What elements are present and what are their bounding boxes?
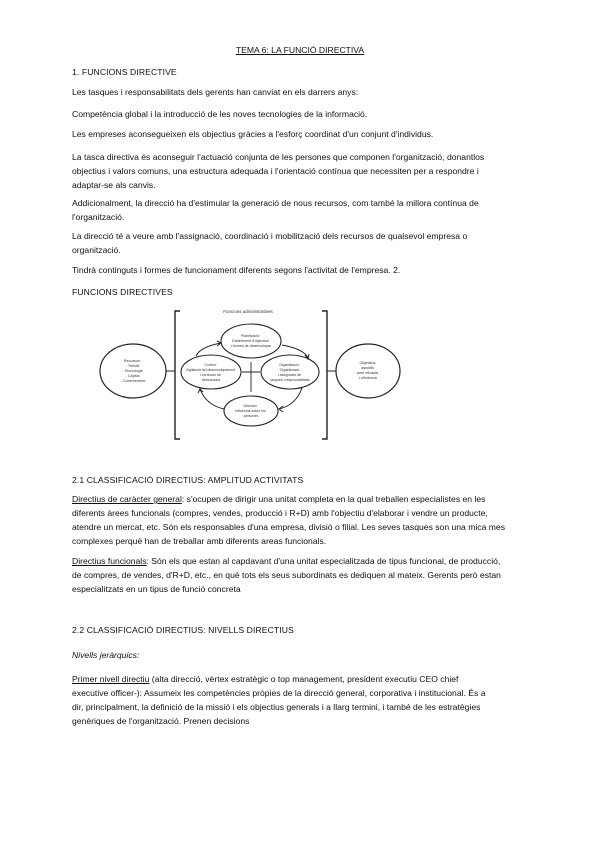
hierarchy-subheading: Nivells jeràrquics: <box>72 650 140 660</box>
paragraph-8-line-1 <box>72 493 528 506</box>
term-first-level: Primer nivell directiu <box>72 674 150 684</box>
paragraph-9-line-1 <box>72 555 528 568</box>
functions-diagram <box>96 305 410 445</box>
paragraph-8-line-3: atendre un mercat, etc. Són els responsables d'una empresa, divisió o filial. Les seves tasques son una mica mes <box>72 522 505 532</box>
paragraph-10-line-1 <box>72 673 528 686</box>
paragraph-7: Tindrà continguts i formes de funcionament diferents segons l'activitat de l'empresa. 2. <box>72 265 401 275</box>
resources-line: Recursos: <box>123 359 142 363</box>
paragraph-8-line-2: diferents àrees funcionals (compres, vendes, producció i R+D) amb l'objectiu d'elaborar i vendre un producte, <box>72 508 488 518</box>
organization-node <box>261 355 319 389</box>
objectives-line: Objectius <box>359 361 376 365</box>
paragraph-4-line-1: La tasca directiva és aconseguir l'actuació conjunta de les persones que componen l'organització, donantlos <box>72 152 485 162</box>
resources-text <box>121 359 147 383</box>
paragraph-8-line-1-text: : s'ocupen de dirigir una unitat completa en la qual treballen especialistes en les <box>181 494 486 504</box>
paragraph-6-line-1: La direcció té a veure amb l'assignació, coordinació i mobilització dels recursos de qualsevol empresa o <box>72 231 468 241</box>
arrow-direction-control <box>200 389 224 409</box>
objectives-line: amb eficàcia <box>356 371 379 375</box>
direction-line: persones <box>243 414 259 418</box>
section-2-heading: FUNCIONS DIRECTIVES <box>72 287 173 297</box>
paragraph-8-line-4: complexes perquè han de treballar amb diferents areas funcionals. <box>72 536 327 546</box>
control-line: Control: <box>204 363 217 367</box>
left-bracket <box>175 311 180 439</box>
organization-line: i assignació de <box>277 373 302 377</box>
paragraph-6-line-2: organització. <box>72 245 121 255</box>
paragraph-2: Competència global i la introducció de les noves tecnologies de la informació. <box>72 109 368 119</box>
paragraph-9-line-3: especialitzats en un tipus de funció concreta <box>72 584 241 594</box>
organization-text <box>270 363 310 382</box>
arrow-planning-organization <box>282 345 308 358</box>
section-2-1-heading: 2.1 CLASSIFICACIÓ DIRECTIUS: AMPLITUD ACTIVITATS <box>72 475 304 485</box>
section-2-2-heading: 2.2 CLASSIFICACIÓ DIRECTIUS: NIVELLS DIRECTIUS <box>72 625 294 635</box>
organization-line: Organització <box>279 368 300 372</box>
paragraph-4-line-2: objectius i valors comuns, una estructura adequada i l'orientació contínua que necessiten per a respondre i <box>72 166 479 176</box>
arrow-control-planning <box>196 343 221 356</box>
term-general-directors: Directius de caràcter general <box>72 494 182 504</box>
paragraph-9-line-2: de compres, de vendes, d'R+D, etc., en què tots els seus subordinats es dediquen al mateix. Gerents però estan <box>72 570 501 580</box>
direction-line: Direcció: <box>243 404 258 408</box>
planning-line: i formes de desenvolupar <box>230 344 272 348</box>
diagram-caption: Funcions administratives <box>223 309 273 314</box>
resources-line: - Coneixement <box>120 379 146 383</box>
objectives-line: assolits <box>361 366 374 370</box>
planning-text <box>231 334 272 348</box>
paragraph-10-line-3: dir, principalment, la definició de la missió i els objectius generals i a llarg termini, i també de les estratègies <box>72 702 481 712</box>
objectives-text <box>357 361 379 380</box>
planning-line: Establiment d'objectius <box>232 339 269 343</box>
arrowhead <box>279 406 283 412</box>
document-title: TEMA 6: LA FUNCIÓ DIRECTIVA <box>235 45 365 55</box>
right-bracket <box>322 311 327 439</box>
paragraph-4-line-3: adaptar-se als canvis. <box>72 180 156 190</box>
control-line: desviacions <box>201 378 221 382</box>
paragraph-10-line-1-text: (alta direcció, vèrtex estratègic o top management, president executiu CEO chief <box>149 674 459 684</box>
paragraph-10-line-2: executive officer-): Assumeix les competències pròpies de la direcció general, corporativa i institucional. És a <box>72 688 486 698</box>
paragraph-5-line-2: l'organització. <box>72 212 125 222</box>
direction-text <box>235 404 267 418</box>
resources-line: - Capital <box>125 374 140 378</box>
organization-line: tasques i responsabilitats <box>270 378 310 382</box>
section-1-heading: 1. FUNCIONS DIRECTIVE <box>72 67 177 77</box>
paragraph-9-line-1-text: : Són els que estan al capdavant d'una unitat especialitzada de tipus funcional, de producció, <box>146 556 501 566</box>
paragraph-5-line-1: Addicionalment, la direcció ha d'estimular la generació de nous recursos, com també la millora contínua de <box>72 198 479 208</box>
term-functional-directors: Directius funcionals <box>72 556 147 566</box>
control-node <box>181 355 241 389</box>
paragraph-1: Les tasques i responsabilitats dels gerents han canviat en els darrers anys: <box>72 87 359 97</box>
organization-line: Organització: <box>279 363 300 367</box>
control-line: i correcció de <box>200 373 221 377</box>
resources-line: - Tecnologia <box>122 369 143 373</box>
objectives-line: i eficiència <box>359 376 377 380</box>
control-text <box>186 363 236 382</box>
resources-line: - Treball <box>125 364 140 368</box>
control-line: Vigilància del desenvolupament <box>185 368 236 372</box>
paragraph-10-line-4: genèriques de l'organització. Prenen decisions <box>72 716 250 726</box>
direction-line: Influència sobre les <box>235 409 266 413</box>
paragraph-3: Les empreses aconsegueixen els objectius gràcies a l'esforç coordinat d'un conjunt d'individus. <box>72 129 434 139</box>
planning-line: Planificació: <box>240 334 261 338</box>
